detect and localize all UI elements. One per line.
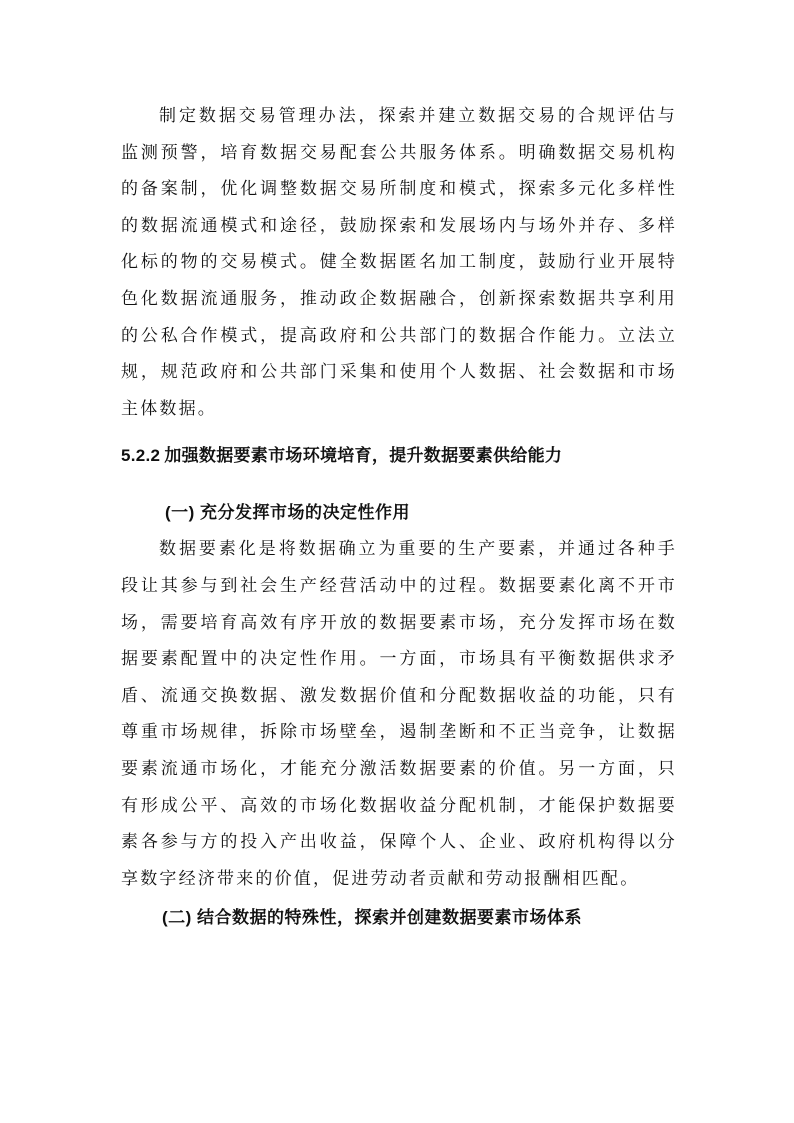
document-body (121, 98, 677, 936)
section-number: 5.2.2 (121, 446, 161, 466)
section-heading (121, 438, 677, 474)
subheading-market-system: (二) 结合数据的特殊性，探索并创建数据要素市场体系 (162, 908, 583, 928)
section-title: 加强数据要素市场环境培育，提升数据要素供给能力 (164, 446, 563, 466)
subheading-market-role: (一) 充分发挥市场的决定性作用 (165, 503, 411, 523)
paragraph-data-factorization: 数据要素化是将数据确立为重要的生产要素，并通过各种手段让其参与到社会生产经营活动中的过程。数据要素化离不开市场，需要培育高效有序开放的数据要素市场，充分发挥市场在数据要素配置中的决定性作用。一方面，市场具有平衡数据供求矛盾、流通交换数据、激发数据价值和分配数据收益的功能，只有尊重市场规律，拆除市场壁垒，遏制垄断和不正当竞争，让数据要素流通市场化，才能充分激活数据要素的价值。另一方面，只有形成公平、高效的市场化数据收益分配机制，才能保护数据要素各参与方的投入产出收益，保障个人、企业、政府机构得以分享数字经济带来的价值，促进劳动者贡献和劳动报酬相匹配。 (121, 539, 677, 889)
paragraph-data-trading: 制定数据交易管理办法，探索并建立数据交易的合规评估与监测预警，培育数据交易配套公共服务体系。明确数据交易机构的备案制，优化调整数据交易所制度和模式，探索多元化多样性的数据流通模式和途径，鼓励探索和发展场内与场外并存、多样化标的物的交易模式。健全数据匿名加工制度，鼓励行业开展特色化数据流通服务，推动政企数据融合，创新探索数据共享利用的公私合作模式，提高政府和公共部门的数据合作能力。立法立规，规范政府和公共部门采集和使用个人数据、社会数据和市场主体数据。 (121, 106, 677, 419)
